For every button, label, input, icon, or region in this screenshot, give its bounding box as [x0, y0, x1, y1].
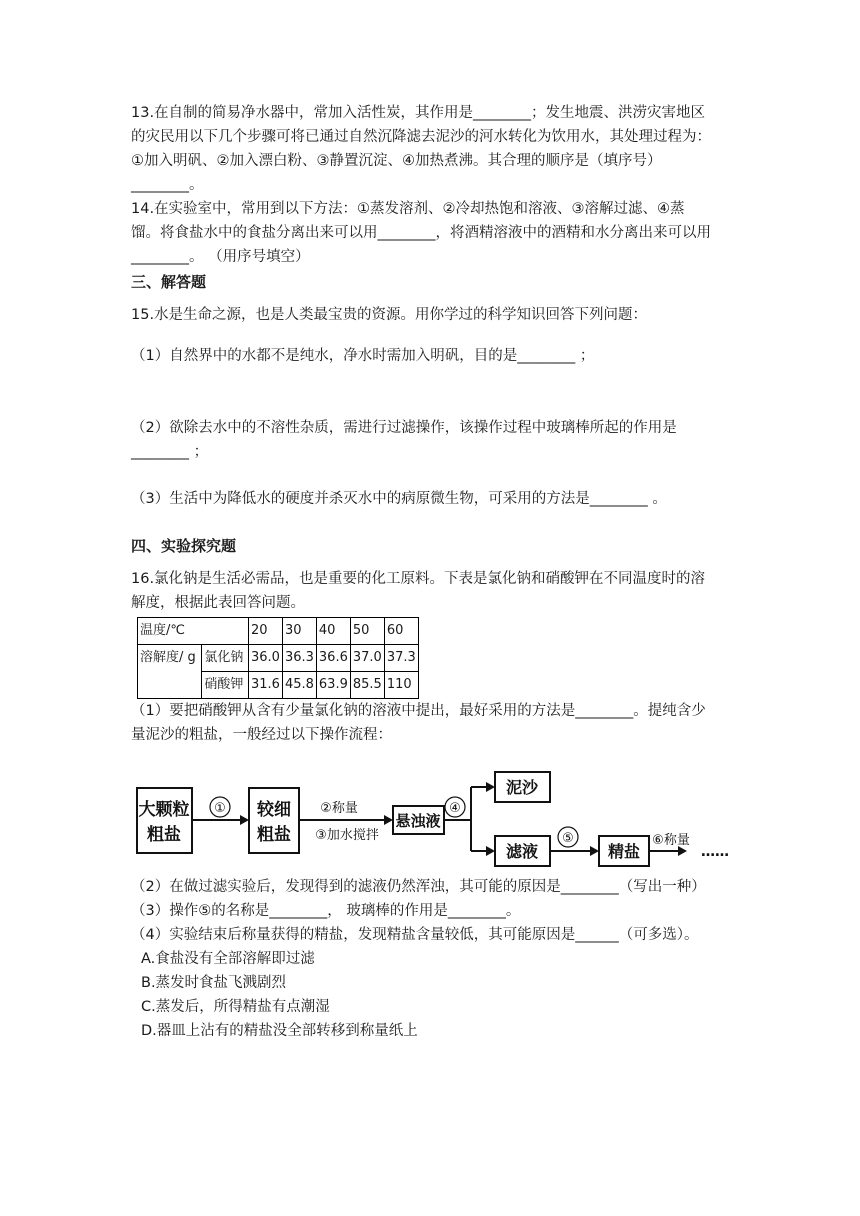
value-cell: 110 — [384, 672, 418, 699]
option-c: C.蒸发后，所得精盐有点潮湿 — [141, 999, 330, 1015]
temp-cell: 30 — [282, 618, 316, 645]
flow-label: 大颗粒 — [138, 800, 190, 820]
value-cell: 36.3 — [282, 645, 316, 672]
flow-step-label: ⑤ — [562, 831, 574, 846]
arrowhead — [486, 846, 495, 856]
option-a: A.食盐没有全部溶解即过滤 — [141, 951, 315, 967]
q14-line-2: 馏。将食盐水中的食盐分离出来可以用________，将酒精溶液中的酒精和水分离出来可以用 — [131, 225, 711, 241]
q15-part-3: （3）生活中为降低水的硬度并杀灭水中的病原微生物，可采用的方法是________ 。 — [131, 491, 667, 507]
q15-part-2-line-1: （2）欲除去水中的不溶性杂质，需进行过滤操作，该操作过程中玻璃棒所起的作用是 — [131, 420, 677, 436]
flow-label: 精盐 — [607, 842, 641, 861]
q15-part-2-line-2: ________ ； — [131, 444, 209, 460]
q15-part-1: （1）自然界中的水都不是纯水，净水时需加入明矾，目的是________ ； — [131, 348, 595, 364]
section-4-title: 四、实验探究题 — [131, 537, 237, 555]
value-cell: 36.6 — [316, 645, 350, 672]
q16-part-4: （4）实验结束后称量获得的精盐，发现精盐含量较低，其可能原因是______（可多选）。 — [131, 927, 699, 943]
temp-cell: 20 — [249, 618, 283, 645]
solubility-table — [137, 617, 419, 699]
value-cell: 36.0 — [249, 645, 283, 672]
value-cell: 45.8 — [282, 672, 316, 699]
flow-label: 滤液 — [505, 842, 539, 861]
flow-continuation: …… — [701, 844, 729, 860]
flow-label: 较细 — [257, 800, 291, 820]
purification-flow-diagram — [131, 765, 743, 870]
flow-step-label: ① — [214, 801, 226, 816]
q16-part-3: （3）操作⑤的名称是________， 玻璃棒的作用是________。 — [131, 903, 521, 919]
value-cell: 37.0 — [350, 645, 384, 672]
solubility-header: 溶解度/ g — [138, 645, 202, 699]
table-row — [138, 645, 419, 672]
q14-line-1: 14.在实验室中，常用到以下方法：①蒸发溶剂、②冷却热饱和溶液、③溶解过滤、④蒸 — [131, 201, 685, 217]
arrowhead — [486, 782, 495, 792]
value-cell: 63.9 — [316, 672, 350, 699]
flow-step-label: ②称量 — [320, 801, 358, 816]
value-cell: 85.5 — [350, 672, 384, 699]
temp-cell: 60 — [384, 618, 418, 645]
substance-name: 氯化钠 — [202, 645, 249, 672]
q16-part-1-line-2: 量泥沙的粗盐，一般经过以下操作流程： — [131, 727, 392, 743]
q16-line-1: 16.氯化钠是生活必需品，也是重要的化工原料。下表是氯化钠和硝酸钾在不同温度时的溶 — [131, 571, 706, 587]
value-cell: 31.6 — [249, 672, 283, 699]
temp-cell: 50 — [350, 618, 384, 645]
flow-step-label: ③加水搅拌 — [315, 828, 379, 843]
option-d: D.器皿上沾有的精盐没全部转移到称量纸上 — [141, 1023, 418, 1039]
q13-line-1: 13.在自制的简易净水器中，常加入活性炭，其作用是________；发生地震、洪涝灾害地区 — [131, 105, 706, 121]
q15-intro: 15.水是生命之源，也是人类最宝贵的资源。用你学过的科学知识回答下列问题： — [131, 307, 648, 323]
q14-line-3: ________。 （用序号填空） — [131, 249, 310, 265]
q16-part-1-line-1: （1）要把硝酸钾从含有少量氯化钠的溶液中提出，最好采用的方法是________。提纯含少 — [131, 703, 706, 719]
value-cell: 37.3 — [384, 645, 418, 672]
flow-label: 泥沙 — [505, 778, 539, 797]
flow-label: 粗盐 — [147, 825, 181, 845]
flow-step-label: ④ — [449, 801, 461, 816]
option-b: B.蒸发时食盐飞溅剧烈 — [141, 975, 287, 991]
flow-step-label: ⑥称量 — [652, 833, 690, 848]
q13-line-2: 的灾民用以下几个步骤可将已通过自然沉降滤去泥沙的河水转化为饮用水，其处理过程为： — [131, 129, 711, 145]
section-3-title: 三、解答题 — [131, 273, 207, 291]
substance-name: 硝酸钾 — [202, 672, 249, 699]
arrowhead — [240, 815, 249, 825]
flow-arrow-split — [444, 787, 489, 851]
flow-label: 悬浊液 — [395, 812, 441, 830]
flow-label: 粗盐 — [257, 825, 291, 845]
temp-cell: 40 — [316, 618, 350, 645]
arrowhead — [590, 846, 599, 856]
q13-line-4: ________。 — [131, 177, 204, 193]
temp-header: 温度/℃ — [138, 618, 249, 645]
q13-line-3: ①加入明矾、②加入漂白粉、③静置沉淀、④加热煮沸。其合理的顺序是（填序号） — [131, 153, 662, 169]
table-row — [138, 618, 419, 645]
arrowhead — [384, 815, 393, 825]
q16-part-2: （2）在做过滤实验后，发现得到的滤液仍然浑浊，其可能的原因是________（写出一种） — [131, 879, 706, 895]
q16-line-2: 解度，根据此表回答问题。 — [131, 595, 305, 611]
